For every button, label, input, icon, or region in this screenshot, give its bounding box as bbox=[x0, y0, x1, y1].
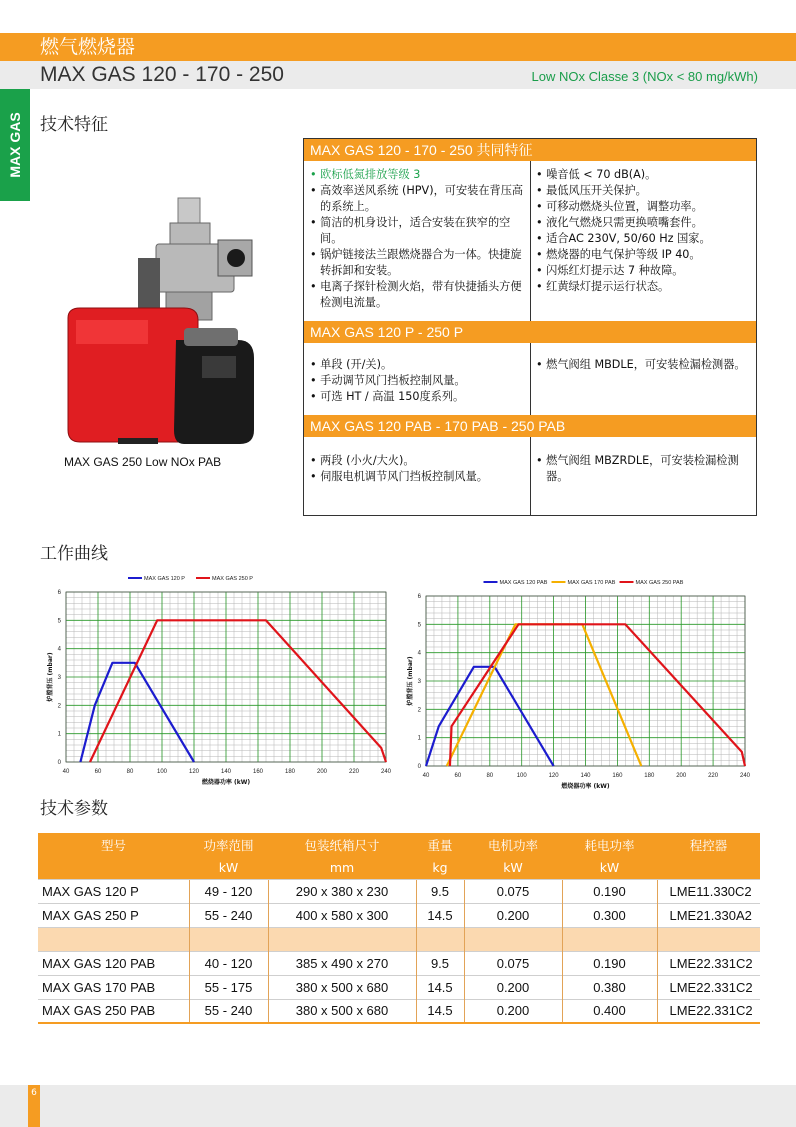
series-line-1 bbox=[90, 620, 386, 762]
feature-item: • 可选 HT / 高温 150度系列。 bbox=[310, 390, 465, 403]
x-tick-label: 40 bbox=[62, 769, 70, 775]
col-header-motor: 电机功率 bbox=[464, 833, 562, 856]
unit-cell: kW bbox=[562, 856, 657, 879]
table-row bbox=[38, 903, 760, 927]
table-cell: 0.075 bbox=[464, 879, 562, 903]
table-cell: 14.5 bbox=[416, 999, 464, 1023]
table-row bbox=[38, 999, 760, 1023]
col-header-power: 功率范围 bbox=[189, 833, 268, 856]
table-cell bbox=[189, 927, 268, 951]
unit-cell: kg bbox=[416, 856, 464, 879]
feature-item: • 燃气阀组 MBZRDLE，可安装检漏检测器。 bbox=[536, 454, 739, 483]
table-cell: 14.5 bbox=[416, 903, 464, 927]
y-tick-label: 2 bbox=[417, 707, 421, 714]
x-tick-label: 240 bbox=[739, 773, 751, 779]
feature-item: • 手动调节风门挡板控制风量。 bbox=[310, 374, 466, 387]
spec-unit-row bbox=[38, 856, 760, 879]
x-tick-label: 200 bbox=[316, 769, 328, 775]
common-features-right bbox=[536, 167, 750, 295]
common-features-left bbox=[310, 167, 524, 311]
legend-label: MAX GAS 250 PAB bbox=[635, 580, 684, 586]
y-tick-label: 6 bbox=[417, 594, 421, 600]
series-line-1 bbox=[447, 624, 642, 766]
table-row bbox=[38, 879, 760, 903]
feature-item: • 单段 (开/关)。 bbox=[310, 358, 393, 371]
table-cell: LME22.331C2 bbox=[657, 999, 760, 1023]
working-curve-chart-p bbox=[40, 570, 395, 785]
series-line-2 bbox=[450, 624, 745, 766]
x-tick-label: 220 bbox=[348, 769, 360, 775]
feature-item: • 液化气燃烧只需更换喷嘴套件。 bbox=[536, 216, 703, 229]
feature-item: • 燃气阀组 MBDLE，可安装检漏检测器。 bbox=[536, 358, 746, 371]
feature-item: • 伺服电机调节风门挡板控制风量。 bbox=[310, 470, 488, 483]
x-tick-label: 180 bbox=[644, 773, 655, 779]
section-title-features: 技术特征 bbox=[40, 115, 108, 135]
x-tick-label: 40 bbox=[422, 773, 430, 779]
table-cell: 0.400 bbox=[562, 999, 657, 1023]
y-tick-label: 3 bbox=[417, 679, 421, 685]
table-row bbox=[38, 975, 760, 999]
y-tick-label: 4 bbox=[417, 650, 421, 657]
x-tick-label: 80 bbox=[486, 773, 494, 779]
table-cell: 380 x 500 x 680 bbox=[268, 999, 416, 1023]
table-cell: 9.5 bbox=[416, 879, 464, 903]
table-cell: 55 - 175 bbox=[189, 975, 268, 999]
y-tick-label: 3 bbox=[57, 675, 61, 681]
x-tick-label: 140 bbox=[220, 769, 232, 775]
chart-svg bbox=[40, 570, 395, 785]
x-tick-label: 220 bbox=[708, 773, 719, 779]
table-cell: 40 - 120 bbox=[189, 951, 268, 975]
y-tick-label: 0 bbox=[417, 764, 421, 770]
y-tick-label: 1 bbox=[417, 735, 421, 742]
table-cell: 0.190 bbox=[562, 879, 657, 903]
x-tick-label: 100 bbox=[156, 769, 168, 775]
col-header-weight: 重量 bbox=[416, 833, 464, 856]
feature-item: • 燃烧器的电气保护等级 IP 40。 bbox=[536, 248, 701, 261]
nox-class-text: Low NOx Classe 3 (NOx < 80 mg/kWh) bbox=[531, 69, 758, 84]
burner-image bbox=[58, 168, 268, 458]
table-cell: 400 x 580 x 300 bbox=[268, 903, 416, 927]
y-axis-label: 炉膛背压 (mbar) bbox=[47, 652, 54, 702]
table-cell bbox=[562, 927, 657, 951]
p-series-left bbox=[310, 357, 524, 405]
table-cell: MAX GAS 250 PAB bbox=[38, 999, 189, 1023]
y-tick-label: 1 bbox=[57, 731, 61, 738]
pab-series-right bbox=[536, 453, 750, 485]
table-cell: 0.380 bbox=[562, 975, 657, 999]
side-tab bbox=[0, 89, 30, 201]
table-cell: MAX GAS 120 PAB bbox=[38, 951, 189, 975]
legend-label: MAX GAS 120 P bbox=[144, 576, 185, 582]
x-tick-label: 200 bbox=[676, 773, 687, 779]
divider bbox=[530, 161, 531, 321]
unit-cell: kW bbox=[464, 856, 562, 879]
table-row bbox=[38, 951, 760, 975]
feature-item: • 电离子探针检测火焰，带有快捷插头方便检测电流量。 bbox=[310, 280, 522, 309]
table-cell: 0.200 bbox=[464, 903, 562, 927]
spec-header-row bbox=[38, 833, 760, 856]
feature-table bbox=[303, 138, 757, 516]
spec-table bbox=[38, 833, 760, 1024]
x-tick-label: 100 bbox=[516, 773, 527, 779]
section-title-params: 技术参数 bbox=[40, 799, 108, 819]
feature-item: • 最低风压开关保护。 bbox=[536, 184, 647, 197]
unit-cell bbox=[38, 856, 189, 879]
feature-item: • 可移动燃烧头位置，调整功率。 bbox=[536, 200, 703, 213]
col-header-package: 包装纸箱尺寸 bbox=[268, 833, 416, 856]
legend-label: MAX GAS 170 PAB bbox=[567, 580, 616, 586]
x-tick-label: 80 bbox=[126, 769, 134, 775]
table-cell: 0.075 bbox=[464, 951, 562, 975]
y-tick-label: 5 bbox=[57, 618, 61, 625]
y-tick-label: 4 bbox=[57, 646, 61, 653]
feature-item: • 简洁的机身设计，适合安装在狭窄的空间。 bbox=[310, 216, 511, 245]
feature-item: • 适合AC 230V, 50/60 Hz 国家。 bbox=[536, 232, 711, 245]
unit-cell: mm bbox=[268, 856, 416, 879]
burner-motor bbox=[174, 340, 254, 444]
table-cell bbox=[464, 927, 562, 951]
x-tick-label: 60 bbox=[94, 769, 102, 775]
table-cell: 0.200 bbox=[464, 975, 562, 999]
feature-item: • 高效率送风系统 (HPV)，可安装在背压高的系统上。 bbox=[310, 184, 524, 213]
y-tick-label: 5 bbox=[417, 622, 421, 629]
table-cell: LME21.330A2 bbox=[657, 903, 760, 927]
unit-cell bbox=[657, 856, 760, 879]
table-cell: MAX GAS 170 PAB bbox=[38, 975, 189, 999]
table-cell: LME22.331C2 bbox=[657, 975, 760, 999]
category-title: 燃气燃烧器 bbox=[40, 36, 136, 58]
pab-series-left bbox=[310, 453, 524, 485]
table-cell: 55 - 240 bbox=[189, 903, 268, 927]
divider bbox=[530, 437, 531, 515]
common-features-header: MAX GAS 120 - 170 - 250 共同特征 bbox=[304, 139, 756, 161]
col-header-controller: 程控器 bbox=[657, 833, 760, 856]
table-cell: 0.300 bbox=[562, 903, 657, 927]
table-cell bbox=[657, 927, 760, 951]
table-cell: MAX GAS 120 P bbox=[38, 879, 189, 903]
x-tick-label: 60 bbox=[454, 773, 462, 779]
x-tick-label: 140 bbox=[580, 773, 591, 779]
chart-svg bbox=[402, 574, 752, 789]
table-cell: 0.190 bbox=[562, 951, 657, 975]
table-cell: 380 x 500 x 680 bbox=[268, 975, 416, 999]
table-cell: LME11.330C2 bbox=[657, 879, 760, 903]
divider bbox=[530, 343, 531, 415]
page-number: 6 bbox=[31, 1088, 37, 1098]
table-cell bbox=[38, 927, 189, 951]
x-tick-label: 120 bbox=[188, 769, 200, 775]
table-cell bbox=[268, 927, 416, 951]
y-tick-label: 0 bbox=[57, 760, 61, 766]
p-series-header: MAX GAS 120 P - 250 P bbox=[304, 321, 756, 343]
feature-item: • 两段 (小火/大火)。 bbox=[310, 454, 415, 467]
table-cell: LME22.331C2 bbox=[657, 951, 760, 975]
x-tick-label: 240 bbox=[380, 769, 392, 775]
burner-caption: MAX GAS 250 Low NOx PAB bbox=[64, 455, 222, 469]
legend-label: MAX GAS 250 P bbox=[212, 576, 253, 582]
x-tick-label: 120 bbox=[548, 773, 559, 779]
feature-item: • 噪音低 < 70 dB(A)。 bbox=[536, 168, 657, 181]
feature-item: • 红黄绿灯提示运行状态。 bbox=[536, 280, 670, 293]
table-cell: 0.200 bbox=[464, 999, 562, 1023]
feature-item: • 闪烁红灯提示达 7 种故障。 bbox=[536, 264, 684, 277]
legend-label: MAX GAS 120 PAB bbox=[499, 580, 548, 586]
table-row bbox=[38, 927, 760, 951]
table-cell: 385 x 490 x 270 bbox=[268, 951, 416, 975]
model-title: MAX GAS 120 - 170 - 250 bbox=[40, 63, 284, 86]
x-tick-label: 160 bbox=[612, 773, 623, 779]
feature-item: • 锅炉链接法兰跟燃烧器合为一体。快捷旋转拆卸和安装。 bbox=[310, 248, 522, 277]
x-axis-label: 燃烧器功率 (kW) bbox=[201, 779, 251, 785]
table-cell: MAX GAS 250 P bbox=[38, 903, 189, 927]
section-title-curves: 工作曲线 bbox=[40, 544, 108, 564]
y-axis-label: 炉膛背压 (mbar) bbox=[407, 656, 414, 706]
col-header-model: 型号 bbox=[38, 833, 189, 856]
table-cell: 55 - 240 bbox=[189, 999, 268, 1023]
table-cell: 49 - 120 bbox=[189, 879, 268, 903]
pab-series-header: MAX GAS 120 PAB - 170 PAB - 250 PAB bbox=[304, 415, 756, 437]
y-tick-label: 6 bbox=[57, 590, 61, 596]
x-axis-label: 燃烧器功率 (kW) bbox=[561, 783, 610, 789]
working-curve-chart-pab bbox=[402, 574, 752, 789]
x-tick-label: 180 bbox=[284, 769, 296, 775]
table-cell: 290 x 380 x 230 bbox=[268, 879, 416, 903]
side-tab-label: MAX GAS bbox=[7, 112, 23, 178]
feature-item: • 欧标低氮排放等级 3 bbox=[310, 168, 421, 181]
footer-bar bbox=[0, 1085, 796, 1127]
table-cell: 14.5 bbox=[416, 975, 464, 999]
unit-cell: kW bbox=[189, 856, 268, 879]
col-header-consumption: 耗电功率 bbox=[562, 833, 657, 856]
y-tick-label: 2 bbox=[57, 703, 61, 710]
table-cell: 9.5 bbox=[416, 951, 464, 975]
table-cell bbox=[416, 927, 464, 951]
p-series-right bbox=[536, 357, 750, 373]
x-tick-label: 160 bbox=[252, 769, 264, 775]
